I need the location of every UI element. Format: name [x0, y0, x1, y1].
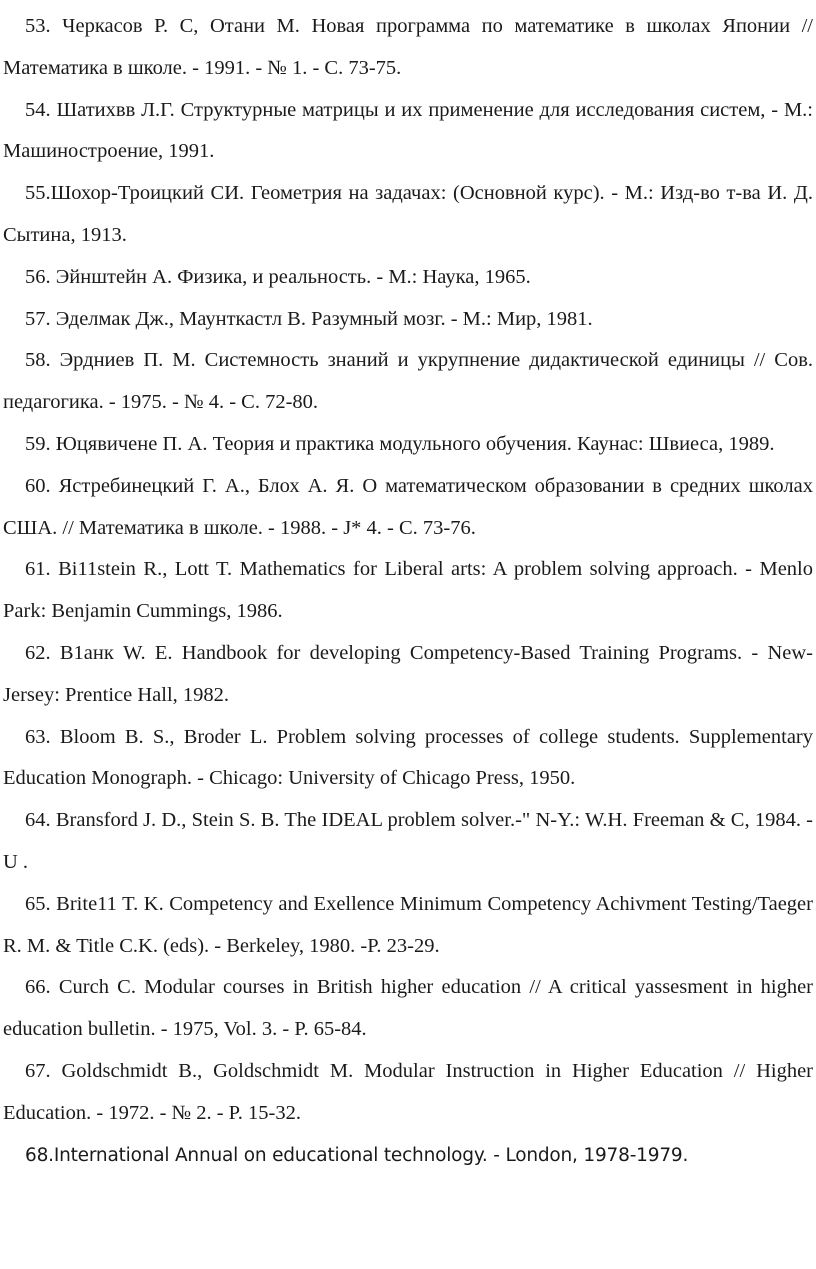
reference-item-53: 53. Черкасов Р. С, Отани М. Новая программа по математике в школах Японии // Математика в школе. - 1991. - № 1. - С. 73-75.: [3, 15, 813, 79]
reference-item-67: 67. Goldschmidt B., Goldschmidt M. Modular Instruction in Higher Education // Higher Education. - 1972. - № 2. - P. 15-32.: [3, 1059, 813, 1124]
reference-item-57: 57. Эделмак Дж., Маунткастл В. Разумный мозг. - М.: Мир, 1981.: [25, 307, 593, 330]
reference-item-59: 59. Юцявичене П. А. Теория и практика модульного обучения. Каунас: Швиеса, 1989.: [25, 432, 775, 455]
reference-item-68: 68.International Annual on educational technology. - London, 1978-1979.: [25, 1144, 689, 1166]
reference-item-55: 55.Шохор-Троицкий СИ. Геометрия на задачах: (Основной курс). - М.: Изд-во т-ва И. Д. Сытина, 1913.: [3, 182, 813, 246]
reference-item-58: 58. Эрдниев П. М. Системность знаний и укрупнение дидактической единицы // Сов. педагогика. - 1975. - № 4. - С. 72-80.: [3, 349, 813, 414]
reference-item-56: 56. Эйнштейн А. Физика, и реальность. - М.: Наука, 1965.: [25, 265, 531, 288]
reference-item-62: 62. B1анк W. E. Handbook for developing Competency-Based Training Programs. - New-Jersey: Prentice Hall, 1982.: [3, 641, 813, 706]
reference-item-64: 64. Bransford J. D., Stein S. B. The IDEAL problem solver.-" N-Y.: W.H. Freeman & C, 1984. -U .: [3, 809, 813, 873]
reference-item-66: 66. Curch C. Modular courses in British higher education // A critical yassesment in higher education bulletin. - 1975, Vol. 3. - P. 65-84.: [3, 976, 813, 1041]
reference-item-63: 63. Bloom B. S., Broder L. Problem solving processes of college students. Supplementary Education Monograph. - Chicago: University of Chicago Press, 1950.: [3, 725, 813, 790]
reference-item-61: 61. Bi11stein R., Lott T. Mathematics for Liberal arts: A problem solving approach. - Menlo Park: Benjamin Cummings, 1986.: [3, 558, 813, 623]
reference-item-65: 65. Brite11 T. K. Competency and Exellence Minimum Competency Achivment Testing/Taeger R. M. & Title C.K. (eds). - Berkeley, 1980. -P. 23-29.: [3, 892, 813, 957]
reference-item-54: 54. Шатихвв Л.Г. Структурные матрицы и их применение для исследования систем, - М.: Машиностроение, 1991.: [3, 98, 813, 163]
reference-item-60: 60. Ястребинецкий Г. А., Блох А. Я. О математическом образовании в средних школах США. // Математика в школе. - 1988. - J* 4. - С. 73-76.: [3, 474, 813, 539]
